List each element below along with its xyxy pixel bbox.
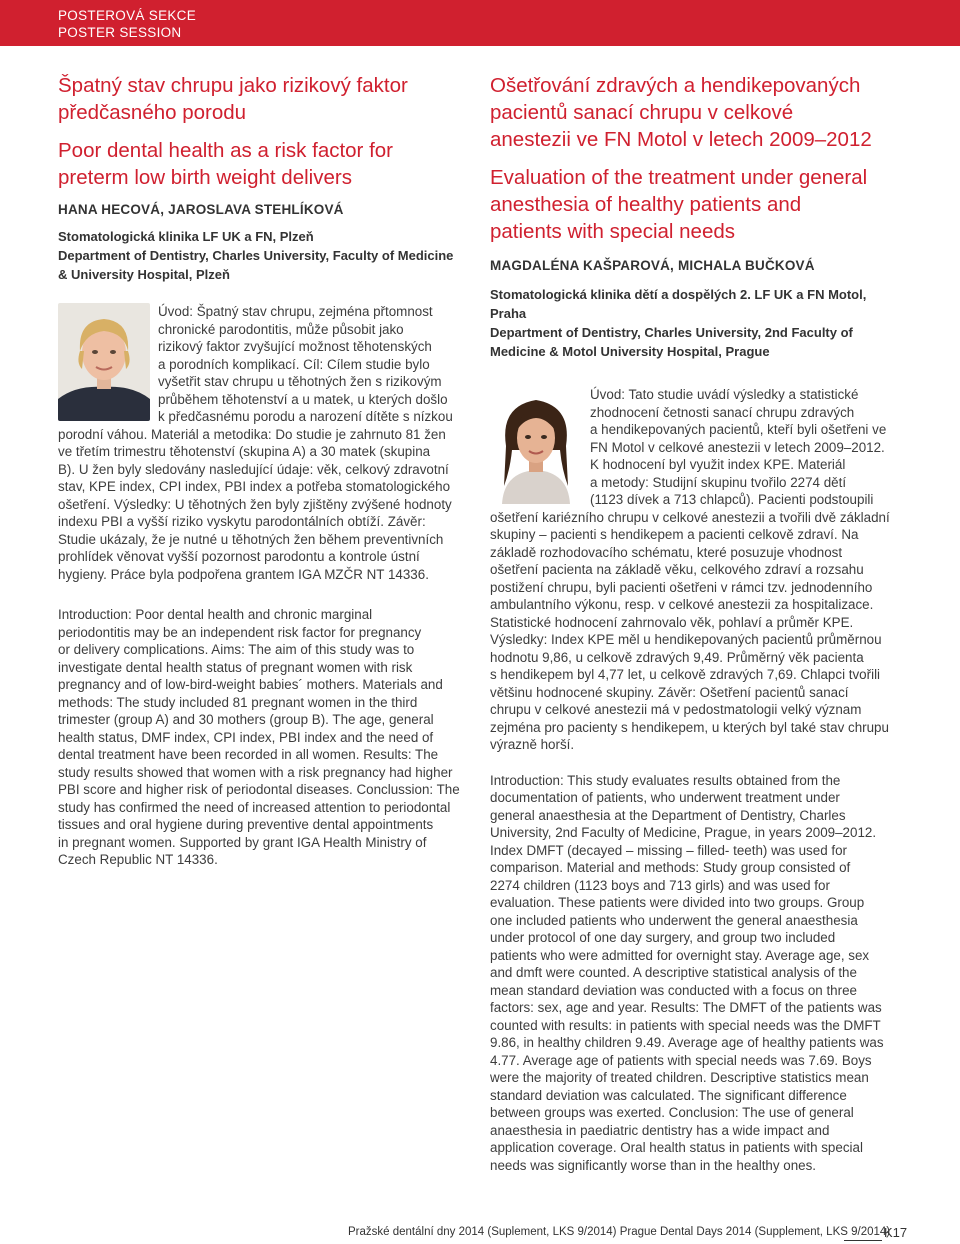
section-label-cz: POSTEROVÁ SEKCE	[58, 8, 197, 23]
footer-rule	[844, 1240, 882, 1241]
right-title-en: Evaluation of the treatment under general anesthesia of healthy patients and patients with special needs	[490, 166, 868, 243]
right-abstract-en: Introduction: This study evaluates results obtained from the documentation of patients, who underwent treatment under general anaesthesia at the Department of Dentistry, Charles University, 2nd Faculty of Medicine, Prague, in years 2009–2012. Index DMFT (decayed – missing – filled- teeth) was used for comparison. Material and methods: Study group consisted of 2274 children (1123 boys and 713 girls) and was used for evaluation. These patients were divided into two groups. Group one included patients who underwent the general anaesthesia under protocol of one day surgery, and group two included patients who were admitted for overnight stay. Average age, sex and dmft were counted. A descriptive statistical analysis of the mean standard deviation was conducted with a focus on three factors: sex, age and year. Results: The DMFT of the patients was counted with results: in patients with special needs was the DMFT 9.86, in healthy children 9.49. Average age of healthy patients was 4.77. Average age of patients with special needs was 7.69. Boys were the majority of treated children. Descriptive statistics mean standard deviation was calculated. The significant difference between groups was exerted. Conclusion: The use of general anaesthesia in paediatric dentistry has a wide impact and application coverage. Oral health status in patients with special needs was significantly worse than in the healthy ones.	[490, 772, 884, 1173]
right-title-cz: Ošetřování zdravých a hendikepovaných pacientů sanací chrupu v celkové anestezii ve FN Motol v letech 2009–2012	[490, 74, 872, 151]
right-affiliation: Stomatologická klinika dětí a dospělých 2. LF UK a FN Motol, Praha Department of Dentistry, Charles University, 2nd Faculty of Medicine & Motol University Hospital, Prague	[490, 287, 867, 359]
page-number: K17	[884, 1225, 908, 1240]
section-header-bar	[0, 0, 960, 46]
page-footer	[348, 1226, 908, 1244]
section-label	[58, 7, 196, 41]
author-photo-hecova	[58, 303, 150, 421]
left-title-cz: Špatný stav chrupu jako rizikový faktor předčasného porodu	[58, 74, 408, 124]
abstract-right	[490, 72, 902, 1174]
left-affiliation: Stomatologická klinika LF UK a FN, Plzeň Department of Dentistry, Charles University, Faculty of Medicine & University Hospital, Plzeň	[58, 229, 454, 282]
author-photo-kasparova	[490, 386, 582, 504]
abstract-left	[58, 72, 468, 869]
left-abstract-en: Introduction: Poor dental health and chronic marginal periodontitis may be an independent risk factor for pregnancy or delivery complications. Aims: The aim of this study was to investigate dental health status of pregnant women with risk pregnancy and of low-bird-weight babies´ mothers. Materials and methods: The study included 81 pregnant women in the third trimester (group A) and 30 mothers (group B). The age, general health status, DMF index, CPI index, PBI index and the need of dental treatment have been recorded in all women. Results: The study results showed that women with a risk pregnancy had higher PBI score and higher risk of periodontal diseases. Conclussion: The study has confirmed the need of increased attention to periodontal tissues and oral hygiene during preventive dental appointments in pregnant women. Supported by grant IGA Health Ministry of Czech Republic NT 14336.	[58, 607, 460, 867]
left-title-en: Poor dental health as a risk factor for preterm low birth weight delivers	[58, 139, 394, 189]
right-abstract-cz: Úvod: Tato studie uvádí výsledky a statistické zhodnocení četnosti sanací chrupu zdravých a hendikepovaných pacientů, kteří byli ošetřeni ve FN Motol v celkové anestezii v letech 2009–2012. K hodnocení byl využit index KPE. Materiál a metody: Studijní skupinu tvořilo 2274 dětí (1123 dívek a 713 chlapců). Pacienti podstoupili ošetření kariézního chrupu v celkové anestezii a tvořili dvě základní skupiny – pacienti s hendikepem a pacienti celkově zdraví. Na základě rozhodovacího schématu, které posuzuje vhodnost ošetření pacienta na základě věku, celkového zdraví a rozsahu postižení chrupu, byli pacienti ošetřeni v rámci tzv. jednodenního ambulantního výkonu, resp. v celkové anestezii za hospitalizace. Statistické hodnocení zahrnovalo věk, pohlaví a průměr KPE. Výsledky: Index KPE měl u hendikepovaných pacientů průměrnou hodnotu 9,86, u celkově zdravých 9,49. Průměrný věk pacienta s hendikepem byl 4,77 let, u celkově zdravých 7,69. Chlapci tvořili většinu hodnocené skupiny. Závěr: Ošetření pacientů sanací chrupu v celkové anestezii má v pedostmatologii velký význam zejména pro pacienty s hendikepem, u kterých byl také stav chrupu výrazně horší.	[490, 387, 890, 752]
left-authors: HANA HECOVÁ, JAROSLAVA STEHLÍKOVÁ	[58, 202, 344, 217]
left-abstract-cz: Úvod: Špatný stav chrupu, zejména přtomnost chronické parodontitis, může působit jako rizikový faktor zvyšující možnost těhotenských a porodních komplikací. Cíl: Cílem studie bylo vyšetřit stav chrupu u těhotných žen s rizikovým průběhem těhotenství a u matek, u kterých došlo k předčasnému porodu a narození dítěte s nízkou porodní váhou. Materiál a metodika: Do studie je zahrnuto 81 žen ve třetím trimestru těhotenství (skupina A) a 30 matek (skupina B). U žen byly sledovány nasledující údaje: věk, celkový zdravotní stav, KPE index, CPI index, PBI index a potřeba stomatologického ošetření. Výsledky: U těhotných žen byly zjištěny zvýšené hodnoty indexu PBI a vyšší riziko vyskytu parodontálních obtíží. Závěr: Studie ukázaly, že je nutné u těhotných žen během preventivních prohlídek věnovat vyšší pozornost parodontu a kontrole ústní hygieny. Práce byla podpořena grantem IGA MZČR NT 14336.	[58, 304, 453, 582]
right-authors: MAGDALÉNA KAŠPAROVÁ, MICHALA BUČKOVÁ	[490, 258, 815, 273]
footer-citation: Pražské dentální dny 2014 (Suplement, LKS 9/2014) Prague Dental Days 2014 (Supplement, LKS 9/2014)	[348, 1226, 891, 1238]
section-label-en: POSTER SESSION	[58, 25, 182, 40]
